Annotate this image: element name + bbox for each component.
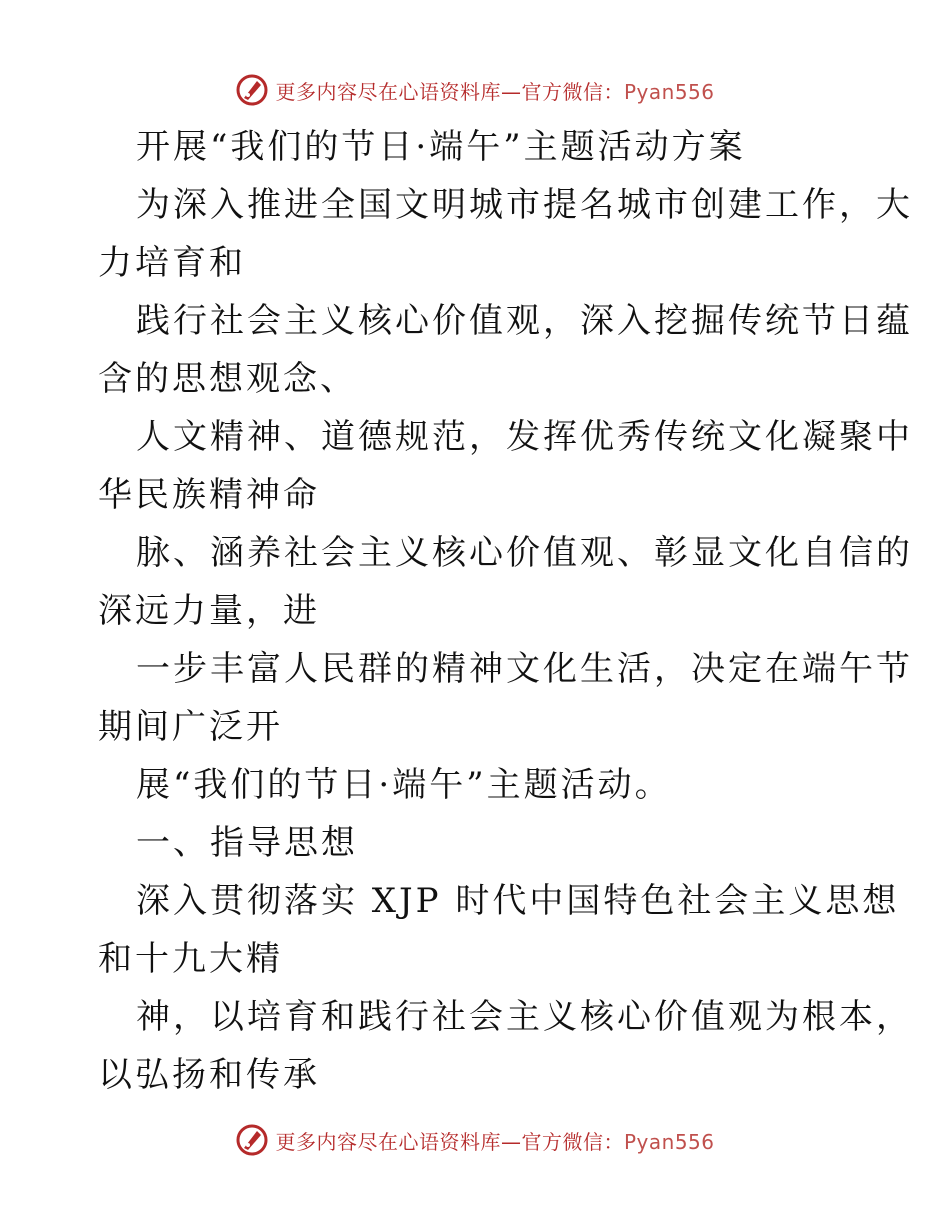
document-line: 深入贯彻落实 XJP 时代中国特色社会主义思想 (136, 881, 900, 921)
document-line: 展“我们的节日·端午”主题活动。 (136, 765, 672, 805)
footer-banner-text (275, 1126, 714, 1155)
document-line: 为深入推进全国文明城市提名城市创建工作，大 (136, 185, 913, 225)
header-banner (0, 70, 950, 110)
document-line: 深远力量，进 (98, 591, 320, 631)
document-line: 践行社会主义核心价值观，深入挖掘传统节日蕴 (136, 301, 913, 341)
footer-banner (0, 1120, 950, 1160)
document-line: 华民族精神命 (98, 475, 320, 515)
document-line: 脉、涵养社会主义核心价值观、彰显文化自信的 (136, 533, 913, 573)
quill-pen-logo-icon (235, 73, 269, 107)
document-line: 和十九大精 (98, 939, 283, 979)
document-line: 力培育和 (98, 243, 246, 283)
header-banner-handle: Pyan556 (623, 79, 715, 104)
header-banner-message: 更多内容尽在心语资料库—官方微信： (275, 79, 624, 104)
document-line: 神，以培育和践行社会主义核心价值观为根本， (136, 997, 913, 1037)
document-line: 人文精神、道德规范，发挥优秀传统文化凝聚中 (136, 417, 913, 457)
footer-banner-handle: Pyan556 (623, 1129, 715, 1154)
document-line: 以弘扬和传承 (98, 1055, 320, 1095)
document-line: 一步丰富人民群的精神文化生活，决定在端午节 (136, 649, 913, 689)
document-line: 开展“我们的节日·端午”主题活动方案 (136, 127, 746, 167)
quill-pen-logo-icon (235, 1123, 269, 1157)
document-line: 一、指导思想 (136, 823, 358, 863)
document-line: 含的思想观念、 (98, 359, 357, 399)
header-banner-text (275, 76, 714, 105)
footer-banner-message: 更多内容尽在心语资料库—官方微信： (275, 1129, 624, 1154)
document-line: 期间广泛开 (98, 707, 283, 747)
document-body (98, 118, 913, 1104)
